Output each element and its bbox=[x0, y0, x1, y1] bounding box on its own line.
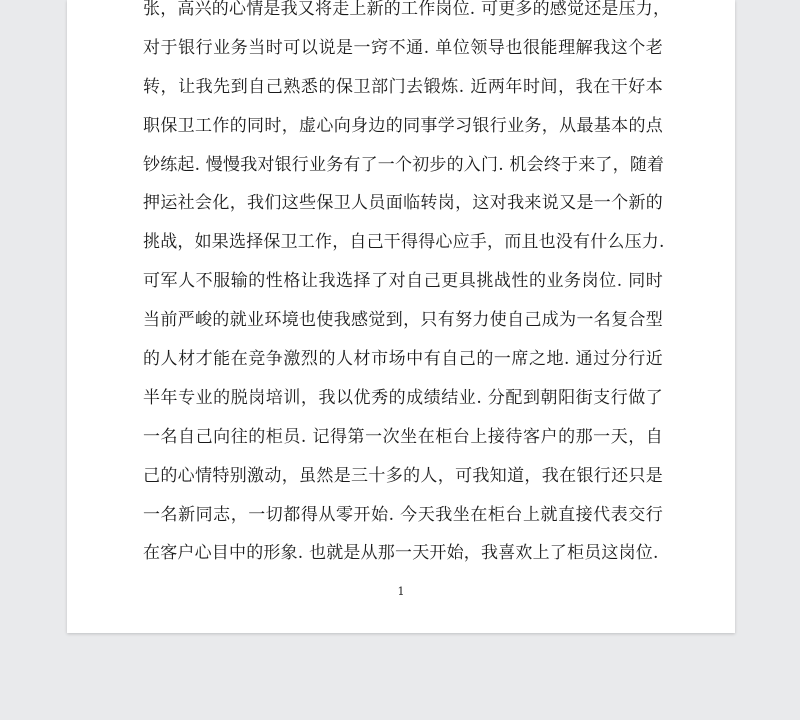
text-line: 在客户心目中的形象. 也就是从那一天开始，我喜欢上了柜员这岗位. bbox=[143, 543, 659, 564]
page-number: 1 bbox=[397, 585, 405, 598]
text-line: 职保卫工作的同时，虚心向身边的同事学习银行业务，从最基本的点 bbox=[143, 115, 663, 136]
text-line: 当前严峻的就业环境也使我感觉到，只有努力使自己成为一名复合型 bbox=[143, 310, 663, 331]
text-line: 张，高兴的心情是我又将走上新的工作岗位. 可更多的感觉还是压力， bbox=[143, 0, 671, 19]
text-line: 押运社会化，我们这些保卫人员面临转岗，这对我来说又是一个新的 bbox=[143, 193, 663, 214]
text-line: 挑战，如果选择保卫工作，自己干得得心应手，而且也没有什么压力. bbox=[143, 232, 665, 253]
text-line: 一名自己向往的柜员. 记得第一次坐在柜台上接待客户的那一天，自 bbox=[143, 426, 663, 447]
text-line: 的人材才能在竞争激烈的人材市场中有自己的一席之地. 通过分行近 bbox=[143, 349, 663, 370]
body-text bbox=[143, 0, 671, 582]
text-line: 对于银行业务当时可以说是一窍不通. 单位领导也很能理解我这个老 bbox=[143, 37, 663, 58]
text-line: 转，让我先到自己熟悉的保卫部门去锻炼. 近两年时间，我在干好本 bbox=[143, 76, 663, 97]
text-line: 半年专业的脱岗培训，我以优秀的成绩结业. 分配到朝阳街支行做了 bbox=[143, 387, 663, 408]
text-line: 钞练起. 慢慢我对银行业务有了一个初步的入门. 机会终于来了，随着 bbox=[143, 154, 665, 175]
text-line: 一名新同志，一切都得从零开始. 今天我坐在柜台上就直接代表交行 bbox=[143, 504, 663, 525]
text-line: 可军人不服输的性格让我选择了对自己更具挑战性的业务岗位. 同时 bbox=[143, 271, 663, 292]
document-page bbox=[67, 0, 735, 633]
text-line: 己的心情特别激动，虽然是三十多的人，可我知道，我在银行还只是 bbox=[143, 465, 663, 486]
